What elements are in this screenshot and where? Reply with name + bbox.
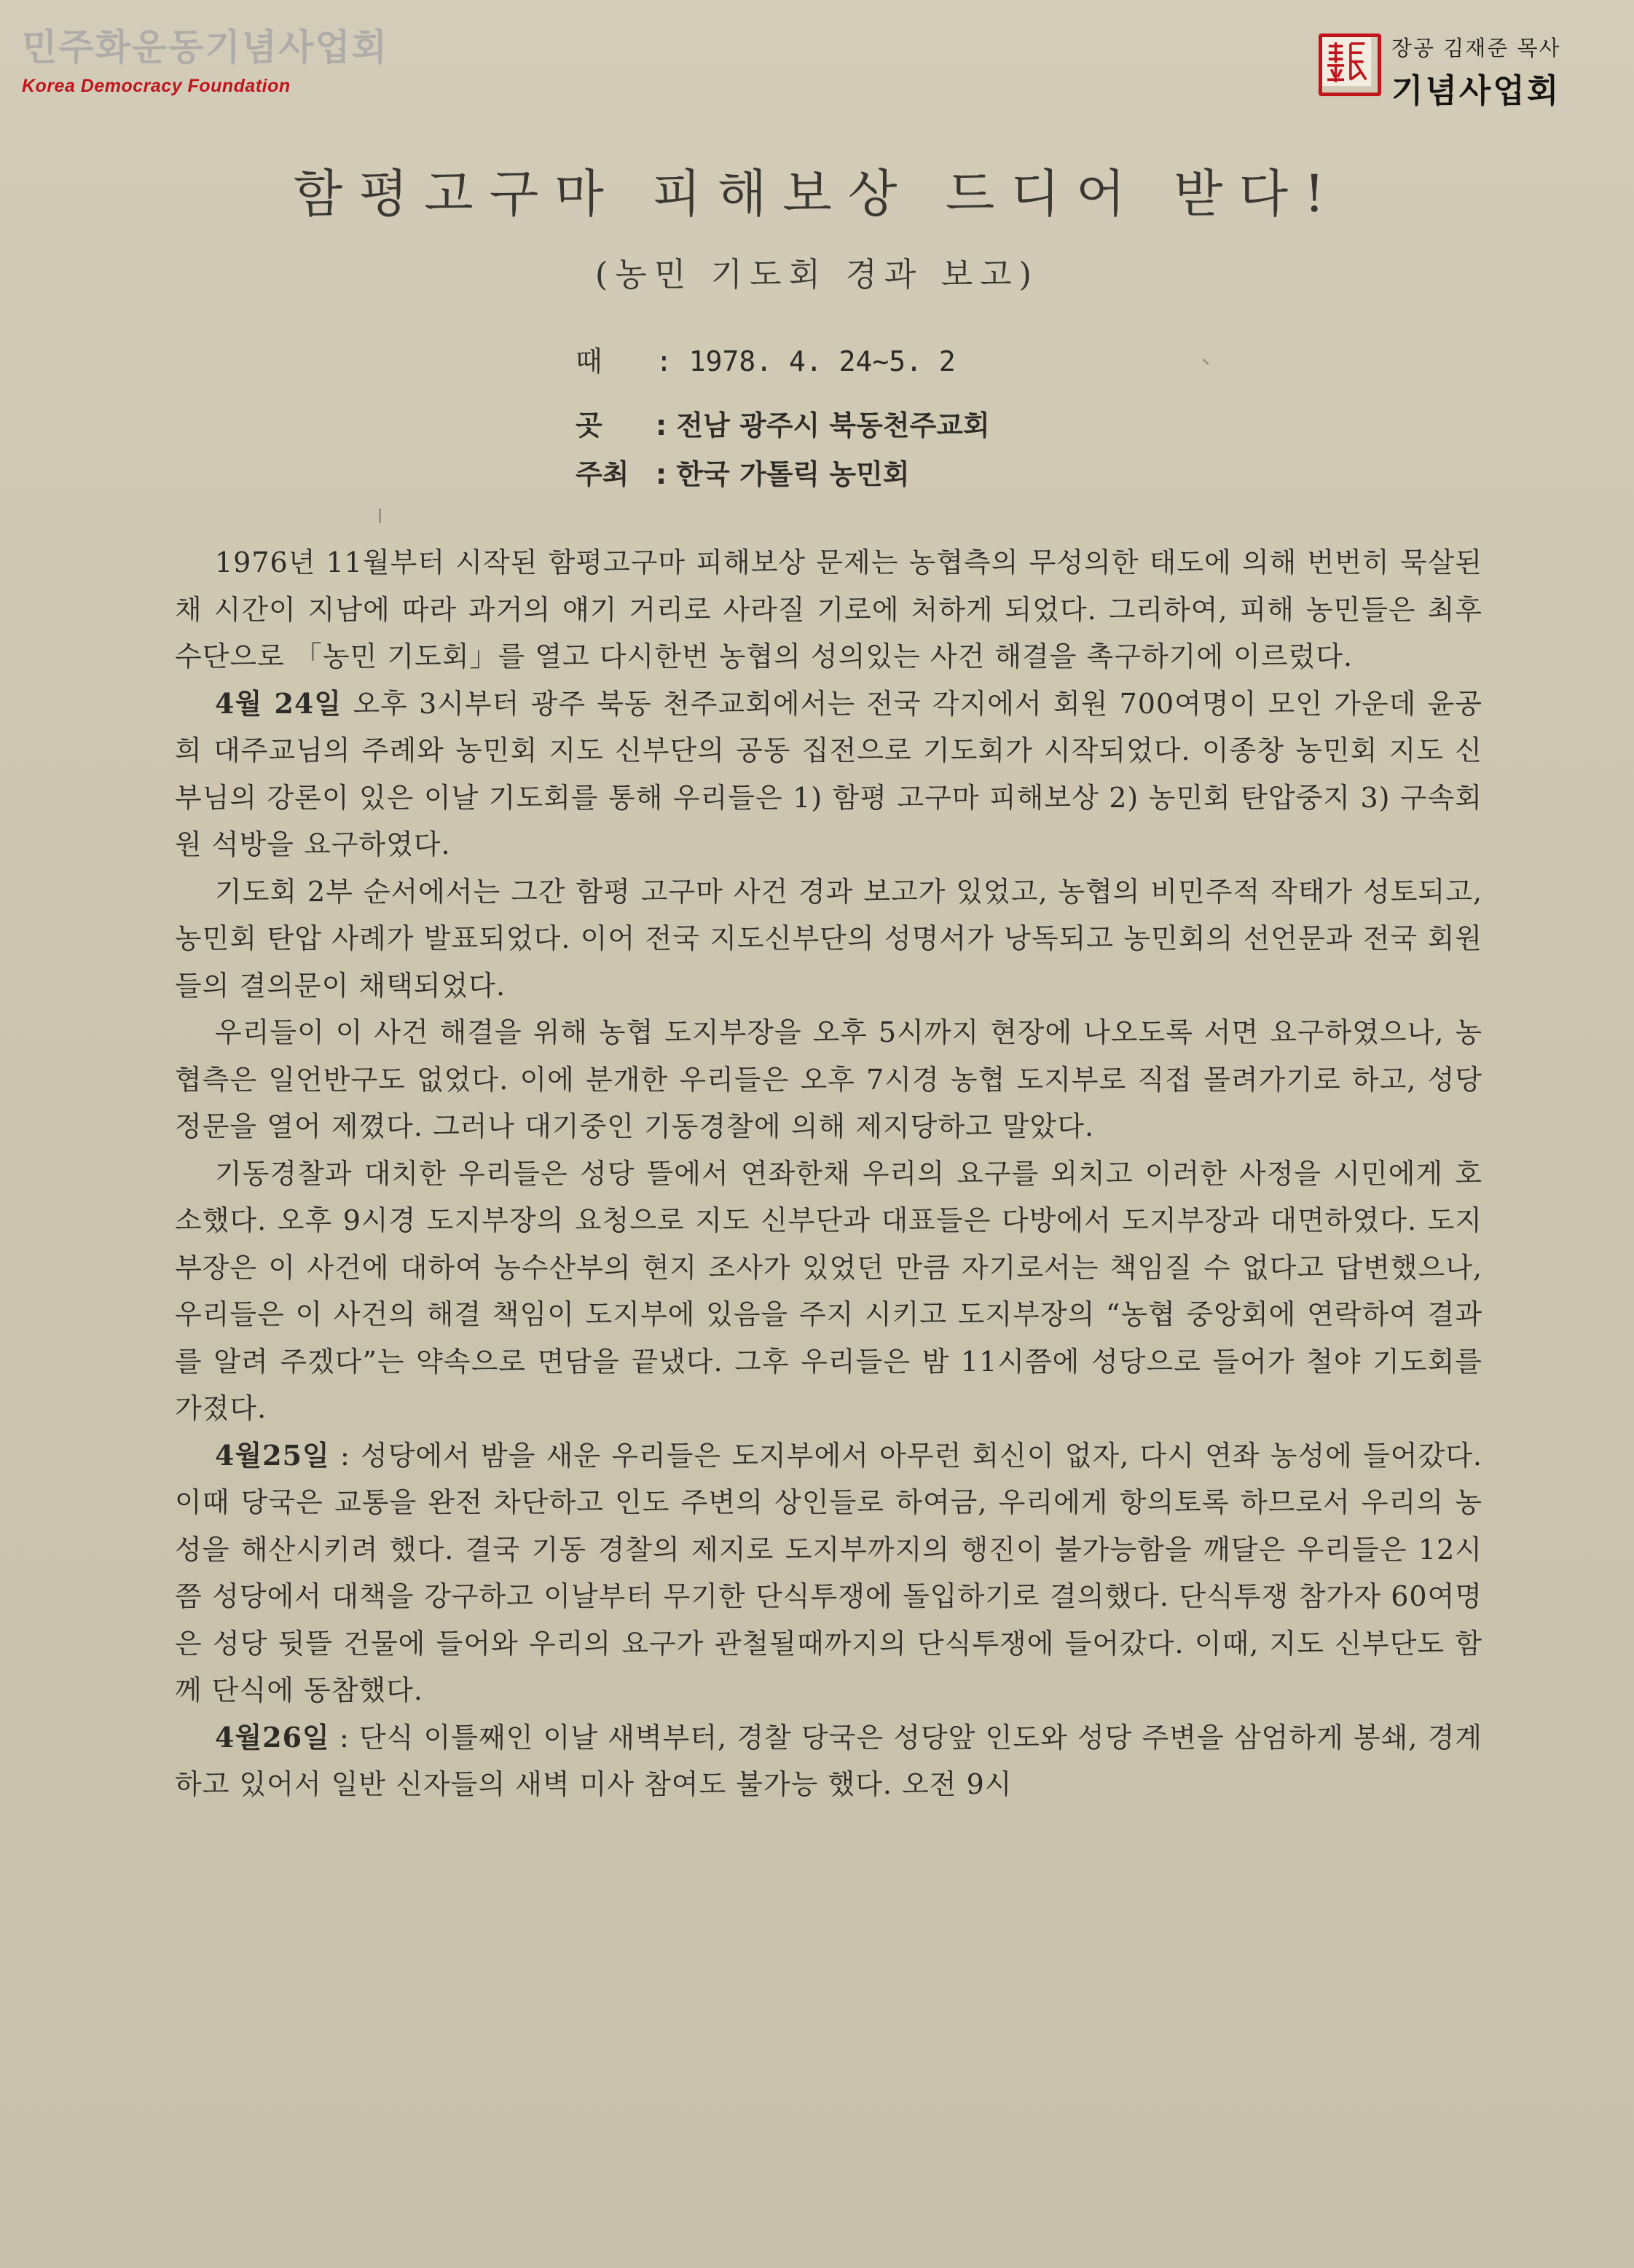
- paper-mark: [379, 509, 381, 523]
- meta-when-label: 때: [576, 345, 602, 377]
- paragraph-1: [175, 539, 1482, 680]
- paragraph-2: [175, 680, 1482, 868]
- paragraph-7: [175, 1714, 1482, 1808]
- paragraph-6-text: : 성당에서 밤을 새운 우리들은 도지부에서 아무런 회신이 없자, 다시 연좌 농성에 들어갔다. 이때 당국은 교통을 완전 차단하고 인도 주변의 상인들로 하여금, 우리에게 항의토록 하므로서 우리의 농성을 해산시키려 했다. 결국 기동 경찰의 제지로 도지부까지의 행진이 불가능함을 깨달은 우리들은 12시쯤 성당에서 대책을 강구하고 이날부터 무기한 단식투쟁에 돌입하기로 결의했다. 단식투쟁 참가자 60여명은 성당 뒷뜰 건물에 들어와 우리의 요구가 관철될때까지의 단식투쟁에 들어갔다. 이때, 지도 신부단도 함께 단식에 동참했다.: [175, 1439, 1482, 1706]
- meta-host: [576, 452, 910, 492]
- paper-mark: [1202, 358, 1209, 365]
- paragraph-2-lead: 4월 24일: [215, 686, 342, 720]
- paragraph-3: [175, 868, 1482, 1010]
- paragraph-6-lead: 4월25일: [215, 1438, 330, 1472]
- memorial-logo: [1319, 26, 1625, 110]
- paragraph-4-text: 우리들이 이 사건 해결을 위해 농협 도지부장을 오후 5시까지 현장에 나오도록 서면 요구하였으나, 농협측은 일언반구도 없었다. 이에 분개한 우리들은 오후 7시경 농협 도지부로 직접 몰려가기로 하고, 성당 정문을 열어 제꼈다. 그러나 대기중인 기동경찰에 의해 제지당하고 말았다.: [175, 1016, 1482, 1142]
- paragraph-4: [175, 1009, 1482, 1150]
- paragraph-1-text: 1976년 11월부터 시작된 함평고구마 피해보상 문제는 농협측의 무성의한 태도에 의해 번번히 묵살된채 시간이 지남에 따라 과거의 얘기 거리로 사라질 기로에 처하게 되었다. 그리하여, 피해 농민들은 최후 수단으로 「농민 기도회」를 열고 다시한번 농협의 성의있는 사건 해결을 촉구하기에 이르렀다.: [175, 546, 1482, 672]
- meta-where: [576, 403, 990, 443]
- paragraph-7-text: : 단식 이틀째인 이날 새벽부터, 경찰 당국은 성당앞 인도와 성당 주변을 삼엄하게 봉쇄, 경계하고 있어서 일반 신자들의 새벽 미사 참여도 불가능 했다. 오전 9시: [175, 1721, 1482, 1800]
- report-body: [175, 539, 1482, 1808]
- paragraph-6: [175, 1432, 1482, 1714]
- paragraph-5-text: 기동경찰과 대치한 우리들은 성당 뜰에서 연좌한채 우리의 요구를 외치고 이러한 사정을 시민에게 호소했다. 오후 9시경 도지부장의 요청으로 지도 신부단과 대표들은 다방에서 도지부장과 대면하였다. 도지부장은 이 사건에 대하여 농수산부의 현지 조사가 있었던 만큼 자기로서는 책임질 수 없다고 답변했으나, 우리들은 이 사건의 해결 책임이 도지부에 있음을 주지 시키고 도지부장의 “농협 중앙회에 연락하여 결과를 알려 주겠다”는 약속으로 면담을 끝냈다. 그후 우리들은 밤 11시쯤에 성당으로 들어가 철야 기도회를 가졌다.: [175, 1157, 1482, 1424]
- paragraph-2-text: 오후 3시부터 광주 북동 천주교회에서는 전국 각지에서 회원 700여명이 모인 가운데 윤공희 대주교님의 주례와 농민회 지도 신부단의 공동 집전으로 기도회가 시작되었다. 이종창 농민회 지도 신부님의 강론이 있은 이날 기도회를 통해 우리들은 1) 함평 고구마 피해보상 2) 농민회 탄압중지 3) 구속회원 석방을 요구하였다.: [175, 687, 1483, 860]
- meta-when: [576, 339, 956, 379]
- logo-subtitle: 장공 김재준 목사: [1391, 36, 1561, 60]
- meta-host-value: : 한국 가톨릭 농민회: [656, 458, 910, 490]
- page-subtitle: (농민 기도회 경과 보고): [594, 255, 1040, 294]
- meta-host-label: 주최: [576, 458, 629, 490]
- paragraph-7-lead: 4월26일: [215, 1720, 330, 1754]
- watermark: [22, 22, 388, 97]
- meta-where-value: : 전남 광주시 북동천주교회: [656, 409, 990, 442]
- seal-icon: [1319, 34, 1381, 96]
- page-title: 함평고구마 피해보상 드디어 받다!: [293, 164, 1341, 224]
- meta-where-label: 곳: [576, 409, 602, 442]
- watermark-english: Korea Democracy Foundation: [22, 76, 291, 96]
- watermark-korean: 민주화운동기념사업회: [22, 26, 388, 68]
- logo-main-text: 기념사업회: [1391, 71, 1561, 110]
- paragraph-3-text: 기도회 2부 순서에서는 그간 함평 고구마 사건 경과 보고가 있었고, 농협의 비민주적 작태가 성토되고, 농민회 탄압 사례가 발표되었다. 이어 전국 지도신부단의 성명서가 낭독되고 농민회의 선언문과 전국 회원들의 결의문이 채택되었다.: [175, 875, 1482, 1002]
- paragraph-5: [175, 1150, 1482, 1432]
- meta-when-value: : 1978. 4. 24~5. 2: [656, 345, 956, 377]
